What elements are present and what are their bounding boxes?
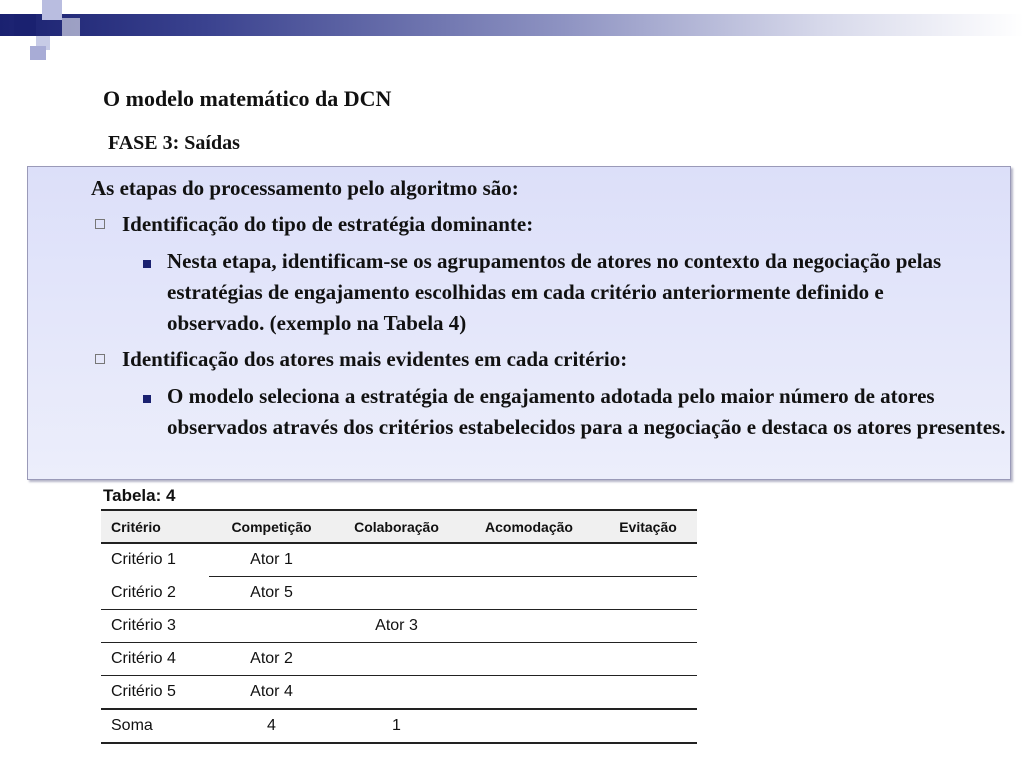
decorative-square <box>14 14 36 36</box>
hollow-square-bullet-icon <box>95 354 105 364</box>
table-cell: Ator 3 <box>334 610 459 643</box>
header-gradient-bar <box>0 14 1024 36</box>
column-header: Evitação <box>599 510 697 543</box>
table-cell <box>459 577 599 610</box>
table-row <box>101 676 697 710</box>
bullet-item-strategy: Identificação do tipo de estratégia dominante: <box>122 212 534 236</box>
table-cell <box>599 676 697 710</box>
table-cell: 4 <box>209 709 334 743</box>
table-cell <box>599 643 697 676</box>
column-header: Critério <box>101 510 209 543</box>
table-sum-row <box>101 709 697 743</box>
filled-square-bullet-icon <box>143 395 151 403</box>
decorative-square <box>42 0 62 20</box>
intro-text: As etapas do processamento pelo algoritmo são: <box>91 176 519 200</box>
column-header: Competição <box>209 510 334 543</box>
table-cell <box>599 543 697 577</box>
table-cell <box>459 543 599 577</box>
slide-title: O modelo matemático da DCN <box>103 86 392 111</box>
sub-bullet-strategy-detail: Nesta etapa, identificam-se os agrupamentos de atores no contexto da negociação pelas estratégias de engajamento escolhidas em cada critério anteriormente definido e observado. (exemplo na Tabela 4) <box>167 249 942 335</box>
table-cell: Ator 2 <box>209 643 334 676</box>
column-header: Acomodação <box>459 510 599 543</box>
table-row <box>101 643 697 676</box>
content-box <box>27 166 1011 480</box>
table-cell <box>599 709 697 743</box>
table-cell: Critério 2 <box>101 577 209 610</box>
table-cell: Critério 5 <box>101 676 209 710</box>
decorative-square <box>30 46 46 60</box>
table-cell <box>334 543 459 577</box>
table-row <box>101 543 697 577</box>
table-cell: Critério 1 <box>111 551 176 569</box>
table-cell <box>209 610 334 643</box>
table-row <box>101 577 697 610</box>
sub-bullet-actors-detail: O modelo seleciona a estratégia de engajamento adotada pelo maior número de atores observados através dos critérios estabelecidos para a negociação e destaca os atores presentes. <box>167 384 1006 439</box>
decorative-square <box>62 0 78 14</box>
table-cell: Ator 4 <box>209 676 334 710</box>
table-cell <box>459 610 599 643</box>
table-header-row <box>101 510 697 543</box>
criteria-table <box>101 509 697 744</box>
table-cell <box>459 709 599 743</box>
table-cell: Critério 3 <box>101 610 209 643</box>
table-row <box>101 610 697 643</box>
bullet-item-actors: Identificação dos atores mais evidentes em cada critério: <box>122 347 628 371</box>
slide-subtitle: FASE 3: Saídas <box>108 132 240 154</box>
table-cell: Ator 1 <box>209 543 334 577</box>
table-cell <box>599 610 697 643</box>
table-cell <box>459 676 599 710</box>
table-caption: Tabela: 4 <box>103 486 176 505</box>
column-header: Colaboração <box>334 510 459 543</box>
table-cell <box>334 577 459 610</box>
table-cell <box>459 643 599 676</box>
table-cell: Critério 4 <box>101 643 209 676</box>
hollow-square-bullet-icon <box>95 219 105 229</box>
table-cell <box>334 676 459 710</box>
filled-square-bullet-icon <box>143 260 151 268</box>
table-cell: Ator 5 <box>209 577 334 610</box>
table-cell <box>599 577 697 610</box>
decorative-square <box>62 18 80 36</box>
table-cell <box>334 643 459 676</box>
table-cell: Soma <box>101 709 209 743</box>
table-cell: 1 <box>334 709 459 743</box>
